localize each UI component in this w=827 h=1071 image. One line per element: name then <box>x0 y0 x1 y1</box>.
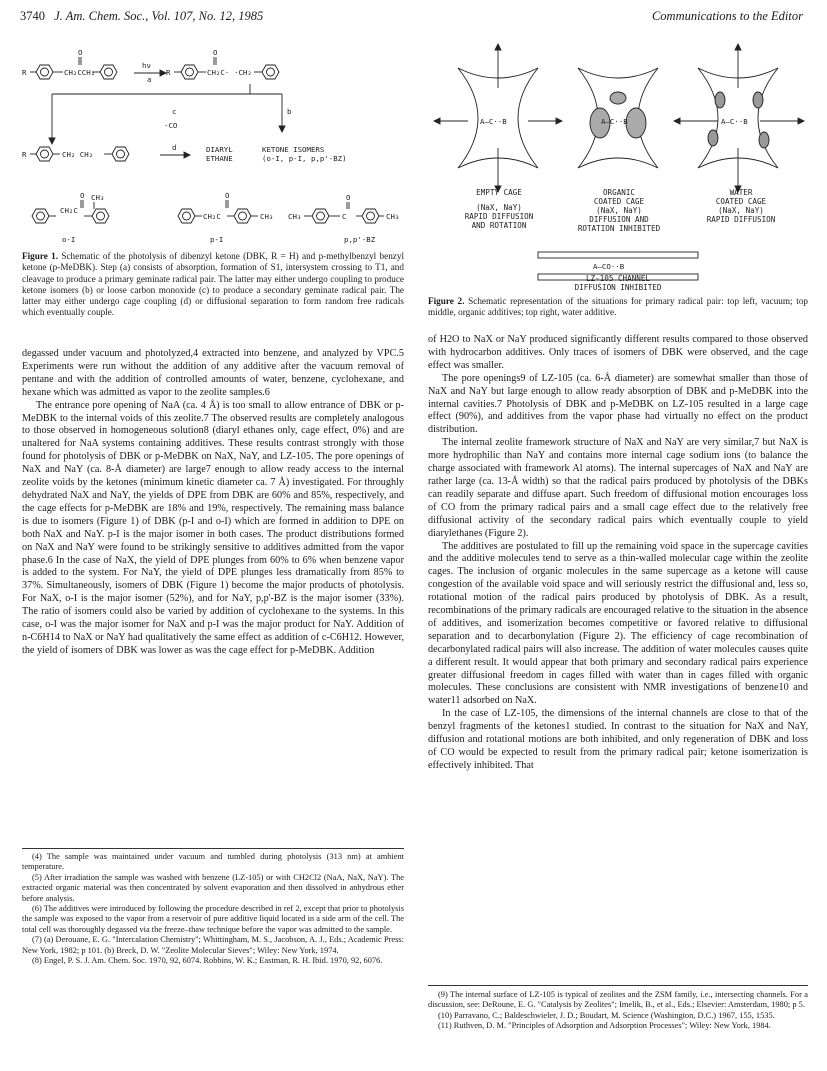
minus-co-label: -CO <box>164 121 178 130</box>
body-paragraph: The entrance pore opening of NaA (ca. 4 Å) is too small to allow entrance of DBK or p-MeDBK to the internal voids of this zeolite.7 The observed results are completely analogous to those observed in homogeneous solution8 (diaryl ethanes only, cage effect, 0%) and are unaltered for NaA systems containing additives. These results contrast strongly with those found for photolysis of DBK or p-MeDBK on NaX, NaY, and LZ-105. The pore openings of NaX and NaY (ca. 8-Å diameter) are large7 enough to allow ready access to the internal zeolite voids by the ketones (minimum kinetic diameter ca. 7 Å) investigated. For throughly dehydrated NaX and NaY, the yields of DPE from DBK are 60% and 85%, respectively, and the cage effects for p-MeDBK are 18% and 19%, respectively. The remaining mass balance is due to isomers (Figure 1) of DBK (p-I and o-I) which are formed in addition to DPE on both NaX and NaY. p-I is the major isomer in both cases. The product distributions formed on NaX and NaY were found to be strikingly sensitive to additives admitted from the vapor phase.6 In the case of NaX, the yield of DPE plunges from 60% to 6% when benzene vapor is added to the system. For NaY, the yield of DPE plunges less dramatically from 85% to 37%. Simultaneously, isomers of DBK (Figure 1) become the major products of photolysis. For NaX, o-I is the major isomer (52%), and for NaY, p,p'-BZ is the major isomer (33%). The ratio of isomers could also be varied by addition of cyclohexane to the systems. In this case, o-I was the major isomer for NaX and p-I was the major product for NaY. Addition of n-C6H14 to NaX or NaY had qualitatively the same effect as addition of c-C6H12. However, the yield of isomers of DBK was lower as was the cage effect for p-MeDBK. Addition <box>22 399 404 656</box>
channel-content: A—CO··B <box>593 262 625 271</box>
footnote: (6) The additives were introduced by following the procedure described in ref 2, except that prior to photolysis the sample was exposed to the vapor from a reservoir of pure additive liquid located in a side arm of the cell. The total cell was thoroughly degassed via the freeze–thaw technique before the vapor was admitted to the sample. <box>22 904 404 934</box>
svg-text:R: R <box>22 150 27 159</box>
svg-text:CH₃: CH₃ <box>288 212 302 221</box>
water-cage-label: WATER COATED CAGE (NaX, NaY) RAPID DIFFUSION <box>706 188 776 224</box>
figure1-caption-title: Figure 1. <box>22 251 59 261</box>
body-paragraph: of H2O to NaX or NaY produced significantly different results compared to those observed with hydrocarbon additives. Only traces of isomers of DBK were observed, and the cage effect was smaller. <box>428 334 808 371</box>
channel-label: LZ-105 CHANNEL DIFFUSION INHIBITED <box>574 274 662 292</box>
svg-text:CH₂CCH₂: CH₂CCH₂ <box>64 68 96 77</box>
body-paragraph: The internal zeolite framework structure of NaX and NaY are very similar,7 but NaX is more hydrophilic than NaY and contains more internal cage sodium ions (to balance the charge associated with framework Al atoms). The internal supercages of NaX and NaY are rather large (ca. 13-Å width) so that the radical pairs produced by photolysis of the DBKs can readily separate and diffuse apart. Such freedom of diffusional motion encourages loss of CO from the primary radical pairs and a small cage effect due to the relatively free diffusional activity of the secondary radical pairs which eventually couple to yield diarylethanes (Figure 2). <box>428 437 808 539</box>
footnote-divider-right <box>428 985 808 986</box>
empty-cage-label: EMPTY CAGE (NaX, NaY) RAPID DIFFUSION AND ROTATION <box>464 188 534 230</box>
isomer-label-o-i: o-I <box>62 235 76 244</box>
footnote-divider-left <box>22 848 404 849</box>
step-b-label: b <box>287 107 292 116</box>
figure2-caption-title: Figure 2. <box>428 296 465 306</box>
right-column-body <box>428 334 808 773</box>
footnote: (7) (a) Derouane, E. G. "Intercalation Chemistry"; Whittingham, M. S., Jacobson, A. J., Eds.; Academic Press: New York, 1982; p 101. (b) Breck, D. W. "Zeolite Molecular Sieves"; Wiley: New York, 1974. <box>22 935 404 955</box>
svg-text:CH₃: CH₃ <box>386 212 400 221</box>
section-title: Communications to the Editor <box>651 9 803 23</box>
isomer-label-pp-bz: p,p'-BZ <box>344 235 376 244</box>
figure2-caption <box>428 296 808 319</box>
footnote: (11) Ruthven, D. M. "Principles of Adsorption and Adsorption Processes"; Wiley: New York, 1984. <box>438 1021 771 1031</box>
ketone-isomers-label-1: KETONE ISOMERS <box>262 145 325 154</box>
footnote: (8) Engel, P. S. J. Am. Chem. Soc. 1970, 92, 6074. Robbins, W. K.; Eastman, R. H. Ibid. 1970, 92, 6076. <box>32 956 383 966</box>
svg-text:O: O <box>225 191 230 200</box>
svg-text:O: O <box>78 48 83 57</box>
hv-label: hν <box>142 61 151 70</box>
body-paragraph: In the case of LZ-105, the dimensions of the internal channels are close to that of the benzyl fragments of the ketones1 studied. In contrast to the situation for NaX and NaY, diffusion and rotational motions are both inhibited, and only regeneration of DBK and loss of CO would be expected to result from the primary radical pair; ketone isomerization is effectively inhibited. That <box>428 708 808 771</box>
svg-text:·CH₂: ·CH₂ <box>234 68 252 77</box>
svg-text:O: O <box>346 193 351 202</box>
organic-cage-label: ORGANIC COATED CAGE (NaX, NaY) DIFFUSION AND ROTATION INHIBITED <box>577 188 661 233</box>
footnote: (4) The sample was maintained under vacuum and tumbled during photolysis (313 nm) at ambient temperature. <box>22 852 404 872</box>
svg-text:CH₂C: CH₂C <box>60 206 78 215</box>
isomer-label-p-i: p-I <box>210 235 224 244</box>
cage-content-water: A—C··B <box>721 117 748 126</box>
footnote: (5) After irradiation the sample was washed with benzene (LZ-105) or with CH2Cl2 (NaA, NaX, NaY). The extracted organic material was then concentrated by solvent evaporation and then dissolved in anhydrous ether before analysis. <box>22 872 404 903</box>
footnote: (10) Parravano, C.; Baldeschwieler, J. D.; Boudart, M. Science (Washington, D.C.) 1967, 155, 1535. <box>438 1010 775 1020</box>
svg-text:CH₃: CH₃ <box>260 212 274 221</box>
page-number: 3740 <box>20 9 45 23</box>
step-c-label: c <box>172 107 177 116</box>
svg-text:R: R <box>22 68 27 77</box>
left-column-body <box>22 348 404 658</box>
footnote: (9) The internal surface of LZ-105 is typical of zeolites and the ZSM family, i.e., intersecting channels. For a discussion, see: DeRoune, E. G. "Catalysis by Zeolites"; Imelik, B., et al., Eds.; Elsevier: Amsterdam, 1980; p 5. <box>428 990 808 1010</box>
figure2-diagram <box>428 28 808 288</box>
svg-text:CH₂ CH₂: CH₂ CH₂ <box>62 150 94 159</box>
svg-text:O: O <box>213 48 218 57</box>
svg-text:C: C <box>342 212 347 221</box>
diaryl-ethane-label-2: ETHANE <box>206 154 233 163</box>
svg-text:CH₃: CH₃ <box>91 193 105 202</box>
svg-text:CH₂C: CH₂C <box>203 212 221 221</box>
ketone-isomers-label-2: (o-I, p-I, p,p'-BZ) <box>262 154 347 163</box>
step-d-label: d <box>172 143 177 152</box>
journal-citation: J. Am. Chem. Soc., Vol. 107, No. 12, 1985 <box>54 9 264 23</box>
figure2-caption-text: Schematic representation of the situations for primary radical pair: top left, vacuum; top middle, organic additives; top right, water additive. <box>428 296 809 318</box>
body-paragraph: degassed under vacuum and photolyzed,4 extracted into benzene, and analyzed by VPC.5 Experiments were run without the addition of any additive after the vacuum removal of pentane and with the addition of controlled amounts of water, benzene, cyclohexane, and hexane which was admitted as vapor to the zeolite samples.6 <box>22 348 404 398</box>
figure1-caption <box>22 251 404 319</box>
svg-text:O: O <box>80 191 85 200</box>
cage-content-organic: A—C··B <box>601 117 628 126</box>
svg-text:R: R <box>166 68 171 77</box>
right-footnotes <box>428 990 808 1032</box>
diaryl-ethane-label-1: DIARYL <box>206 145 233 154</box>
left-footnotes <box>22 852 404 966</box>
figure1-caption-text: Schematic of the photolysis of dibenzyl ketone (DBK, R = H) and p-methylbenzyl benzyl ketone (p-MeDBK). Step (a) consists of absorption, formation of S1, intersystem crossing to T1, and cleavage to produce a primary geminate radical pair. The latter may either undergo coupling to produce ketone isomers (b) or loose carbon monoxide (c) to produce a secondary geminate radical pair. The latter may either undergo cage coupling (d) or diffusional separation to form random free radicals which eventually couple. <box>22 251 405 318</box>
svg-text:a: a <box>147 75 152 84</box>
body-paragraph: The additives are postulated to fill up the remaining void space in the supercage cavities and the additive molecules tend to serve as a thin-walled molecular cage within the zeolite cages. The inclusion of organic molecules in the same supercage as a ketone will cause congestion of the available void space and will seriously restrict the diffusional and, less so, rotational motion of the radical pairs produced by photolysis of DBK. As a result, recombinations of the primary radicals are encouraged relative to the situation in the absence of additives, and isomerization becomes competitive or favored relative to diffusional separation and to decarbonylation (Figure 2). The efficiency of cage recombination of decarbonylated radical pairs will also increase. The addition of water molecules causes quite a different result. It would appear that both primary and secondary radical pairs experience greater diffusional freedom in cages filled with water than in cages filled with organic molecules. These conclusions are consistent with NMR investigations of benzene10 and water11 adsorbed on NaX. <box>428 540 808 707</box>
svg-text:CH₂C·: CH₂C· <box>207 68 230 77</box>
cage-content-empty: A—C··B <box>480 117 507 126</box>
body-paragraph: The pore openings9 of LZ-105 (ca. 6-Å diameter) are somewhat smaller than those of NaX and NaY but large enough to allow ready absorption of DBK and p-MeDBK into the internal cavities.7 Photolysis of DBK and p-MeDBK on LZ-105 resulted in a large cage effect (90%), and additives from the vapor phase had virtually no effect on the product distribution. <box>428 372 808 436</box>
figure1-scheme <box>22 28 404 248</box>
running-header-left <box>20 9 263 24</box>
